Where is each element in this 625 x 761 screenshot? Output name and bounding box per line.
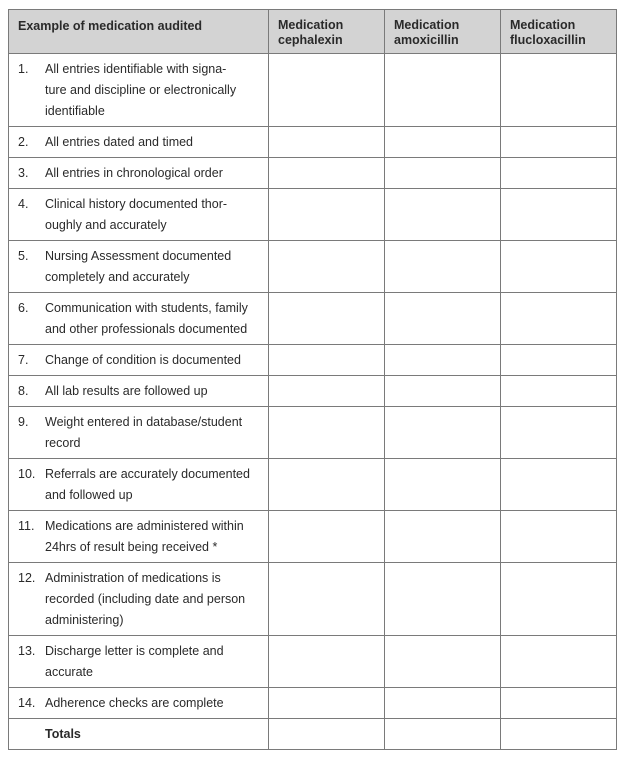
audit-cell-amoxicillin[interactable] (385, 376, 501, 407)
table-row (9, 376, 617, 407)
item-number: 8. (18, 384, 29, 398)
item-number: 13. (18, 644, 36, 658)
item-text (45, 132, 262, 153)
item-text (45, 568, 262, 631)
item-text-line: Nursing Assessment documented (45, 249, 232, 263)
item-text-line: All entries in chronological order (45, 166, 223, 180)
header-example-medication (9, 10, 269, 54)
header-label-line2: cephalexin (278, 33, 343, 47)
audit-cell-flucloxacillin[interactable] (501, 407, 617, 459)
item-number: 7. (18, 353, 29, 367)
item-text-line: All lab results are followed up (45, 384, 208, 398)
table-header-row (9, 10, 617, 54)
item-text (45, 194, 262, 236)
audit-cell-flucloxacillin[interactable] (501, 54, 617, 127)
item-text-line: Medications are administered within (45, 519, 244, 533)
audit-cell-amoxicillin[interactable] (385, 345, 501, 376)
item-text-line: Weight entered in database/student (45, 415, 243, 429)
table-row (9, 688, 617, 719)
audit-cell-cephalexin[interactable] (269, 376, 385, 407)
audit-item-cell (9, 189, 269, 241)
audit-item-cell (9, 511, 269, 563)
item-number: 14. (18, 696, 36, 710)
totals-cell-amoxicillin[interactable] (385, 719, 501, 750)
audit-cell-amoxicillin[interactable] (385, 54, 501, 127)
audit-item-cell (9, 688, 269, 719)
item-text (45, 464, 262, 506)
item-number: 10. (18, 467, 36, 481)
audit-cell-amoxicillin[interactable] (385, 241, 501, 293)
item-text-line: recorded (including date and person (45, 592, 246, 606)
item-text (45, 641, 262, 683)
medication-audit-table (8, 9, 617, 750)
audit-item-cell (9, 636, 269, 688)
header-label: Example of medication audited (18, 19, 203, 33)
item-text-line: 24hrs of result being received * (45, 540, 218, 554)
item-text-line: oughly and accurately (45, 218, 167, 232)
audit-table-container (8, 9, 617, 750)
audit-cell-cephalexin[interactable] (269, 407, 385, 459)
audit-cell-amoxicillin[interactable] (385, 127, 501, 158)
totals-row (9, 719, 617, 750)
audit-item-cell (9, 293, 269, 345)
header-cephalexin (269, 10, 385, 54)
audit-cell-cephalexin[interactable] (269, 636, 385, 688)
item-text (45, 412, 262, 454)
table-row (9, 54, 617, 127)
item-text (45, 693, 262, 714)
audit-cell-amoxicillin[interactable] (385, 563, 501, 636)
audit-cell-amoxicillin[interactable] (385, 511, 501, 563)
header-label-line1: Medication (394, 18, 460, 32)
audit-cell-flucloxacillin[interactable] (501, 688, 617, 719)
header-label-line1: Medication (510, 18, 576, 32)
item-text-line: identifiable (45, 104, 105, 118)
audit-cell-cephalexin[interactable] (269, 345, 385, 376)
audit-cell-amoxicillin[interactable] (385, 407, 501, 459)
audit-cell-flucloxacillin[interactable] (501, 563, 617, 636)
item-number: 3. (18, 166, 29, 180)
audit-cell-amoxicillin[interactable] (385, 688, 501, 719)
audit-cell-cephalexin[interactable] (269, 54, 385, 127)
audit-cell-cephalexin[interactable] (269, 459, 385, 511)
item-text-line: Clinical history documented thor- (45, 197, 228, 211)
item-text-line: All entries dated and timed (45, 135, 194, 149)
item-number: 2. (18, 135, 29, 149)
item-number: 6. (18, 301, 29, 315)
table-row (9, 407, 617, 459)
table-row (9, 189, 617, 241)
item-text (45, 163, 262, 184)
audit-cell-flucloxacillin[interactable] (501, 158, 617, 189)
table-row (9, 563, 617, 636)
totals-label-cell (9, 719, 269, 750)
audit-cell-amoxicillin[interactable] (385, 459, 501, 511)
audit-item-cell (9, 127, 269, 158)
item-text-line: Adherence checks are complete (45, 696, 224, 710)
audit-cell-flucloxacillin[interactable] (501, 241, 617, 293)
audit-cell-cephalexin[interactable] (269, 158, 385, 189)
audit-cell-amoxicillin[interactable] (385, 158, 501, 189)
item-text-line: administering) (45, 613, 124, 627)
totals-label: Totals (45, 727, 81, 741)
audit-item-cell (9, 407, 269, 459)
audit-cell-cephalexin[interactable] (269, 511, 385, 563)
item-text-line: Referrals are accurately documented (45, 467, 250, 481)
item-text-line: Discharge letter is complete and (45, 644, 224, 658)
audit-cell-cephalexin[interactable] (269, 127, 385, 158)
header-label-line2: flucloxacillin (510, 33, 586, 47)
item-text-line: Communication with students, family (45, 301, 248, 315)
item-number: 9. (18, 415, 29, 429)
item-text-line: and followed up (45, 488, 133, 502)
audit-item-cell (9, 459, 269, 511)
item-text (45, 381, 262, 402)
item-text (45, 350, 262, 371)
audit-cell-flucloxacillin[interactable] (501, 636, 617, 688)
audit-cell-cephalexin[interactable] (269, 293, 385, 345)
item-text-line: record (45, 436, 81, 450)
item-text (45, 59, 262, 122)
audit-cell-flucloxacillin[interactable] (501, 345, 617, 376)
item-text-line: and other professionals documented (45, 322, 248, 336)
audit-cell-cephalexin[interactable] (269, 688, 385, 719)
audit-cell-flucloxacillin[interactable] (501, 511, 617, 563)
audit-cell-cephalexin[interactable] (269, 563, 385, 636)
audit-cell-flucloxacillin[interactable] (501, 376, 617, 407)
audit-cell-amoxicillin[interactable] (385, 636, 501, 688)
table-row (9, 636, 617, 688)
table-row (9, 158, 617, 189)
table-row (9, 511, 617, 563)
table-row (9, 345, 617, 376)
audit-item-cell (9, 345, 269, 376)
audit-item-cell (9, 563, 269, 636)
table-row (9, 241, 617, 293)
audit-cell-amoxicillin[interactable] (385, 189, 501, 241)
item-text-line: Administration of medications is (45, 571, 221, 585)
totals-cell-flucloxacillin[interactable] (501, 719, 617, 750)
audit-cell-cephalexin[interactable] (269, 189, 385, 241)
audit-item-cell (9, 376, 269, 407)
item-number: 5. (18, 249, 29, 263)
item-number: 12. (18, 571, 36, 585)
item-text (45, 246, 262, 288)
audit-item-cell (9, 158, 269, 189)
audit-cell-cephalexin[interactable] (269, 241, 385, 293)
audit-item-cell (9, 241, 269, 293)
item-text-line: All entries identifiable with signa- (45, 62, 227, 76)
audit-cell-flucloxacillin[interactable] (501, 127, 617, 158)
audit-cell-amoxicillin[interactable] (385, 293, 501, 345)
item-text-line: ture and discipline or electronically (45, 83, 237, 97)
table-row (9, 293, 617, 345)
item-number: 1. (18, 62, 29, 76)
item-text (45, 516, 262, 558)
item-text-line: completely and accurately (45, 270, 190, 284)
header-amoxicillin (385, 10, 501, 54)
table-row (9, 459, 617, 511)
header-label-line2: amoxicillin (394, 33, 459, 47)
audit-item-cell (9, 54, 269, 127)
item-text-line: accurate (45, 665, 93, 679)
header-flucloxacillin (501, 10, 617, 54)
table-body (9, 54, 617, 750)
table-row (9, 127, 617, 158)
item-number: 4. (18, 197, 29, 211)
totals-cell-cephalexin[interactable] (269, 719, 385, 750)
audit-cell-flucloxacillin[interactable] (501, 189, 617, 241)
header-label-line1: Medication (278, 18, 344, 32)
totals-spacer (18, 724, 45, 745)
item-number: 11. (18, 519, 35, 533)
audit-cell-flucloxacillin[interactable] (501, 459, 617, 511)
item-text-line: Change of condition is documented (45, 353, 241, 367)
item-text (45, 298, 262, 340)
audit-cell-flucloxacillin[interactable] (501, 293, 617, 345)
